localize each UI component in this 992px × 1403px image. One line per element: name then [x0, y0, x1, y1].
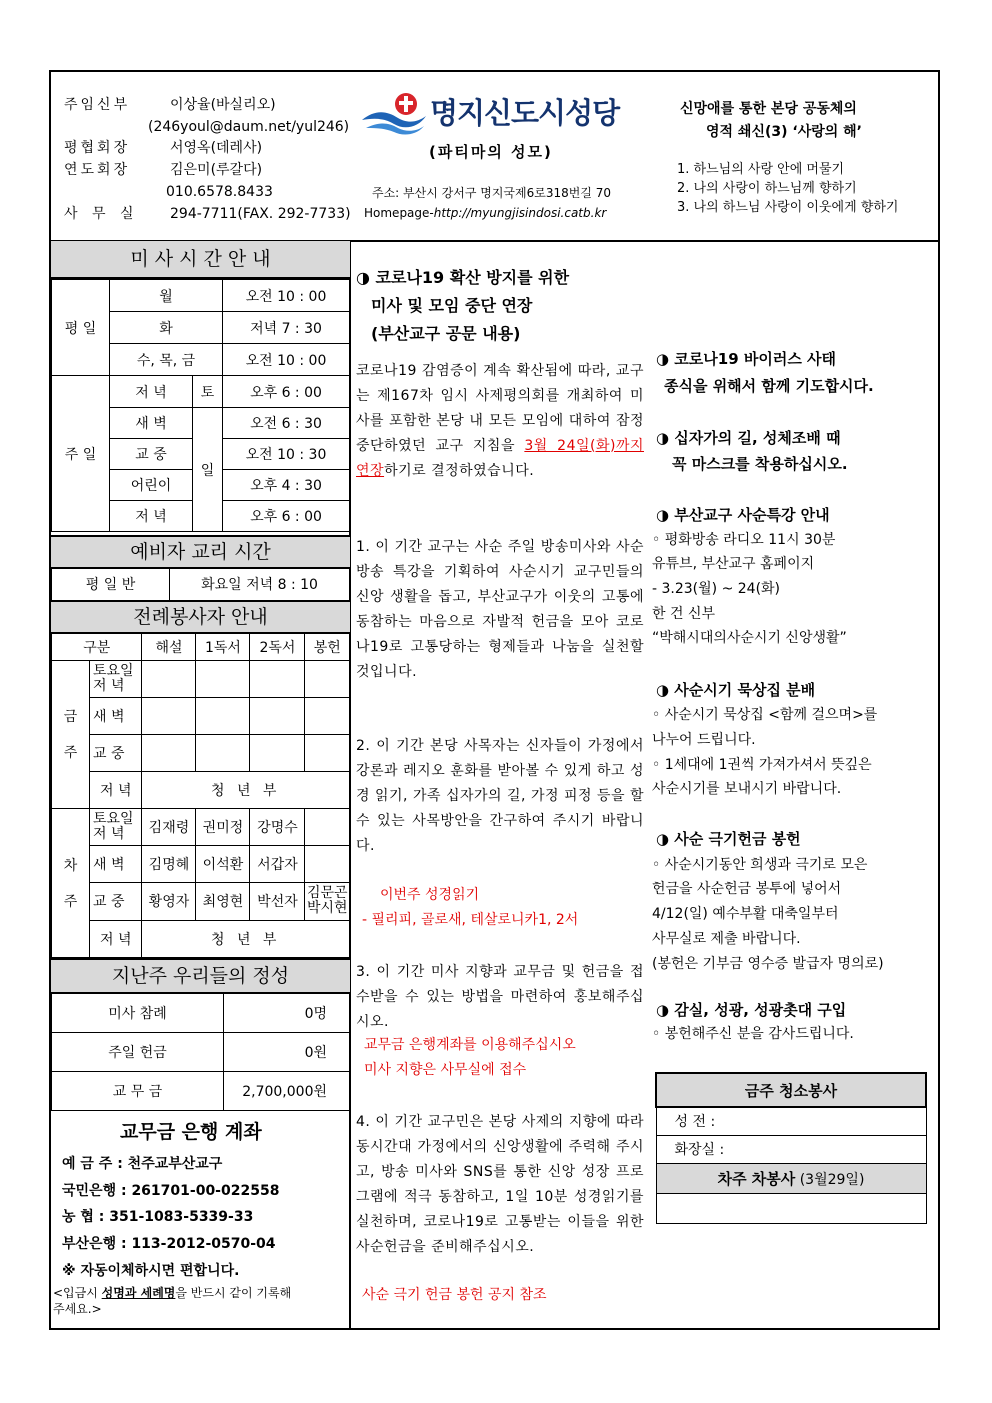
server-mass: 토요일 저 녁	[90, 660, 142, 697]
server-mass: 저 녁	[90, 771, 142, 808]
sunday-mass-name: 저 녁	[110, 376, 193, 408]
catechumen-class: 평 일 반	[52, 569, 170, 600]
right-c-line: - 3.23(월) ~ 24(화)	[652, 581, 781, 597]
right-c-line: 한 건 신부	[652, 606, 715, 622]
right-e-line: ◦ 사순시기동안 희생과 극기로 모은	[652, 857, 868, 873]
homepage-line	[364, 204, 606, 222]
offering-label: 교 무 금	[52, 1071, 224, 1110]
right-d-line: 나누어 드립니다.	[652, 732, 756, 748]
sunday-mass-time: 오후 6 : 00	[223, 376, 350, 408]
sunday-label: 주 일	[52, 376, 110, 532]
right-f-title: ◑ 감실, 성광, 성광촛대 구입	[656, 1001, 847, 1019]
server-group: 청 년 부	[142, 920, 350, 957]
cleaning-table	[655, 1072, 927, 1224]
bank-line: 국민은행 : 261701-00-022558	[62, 1183, 280, 1199]
notice-p3-red2: 미사 지향은 사무실에 접수	[364, 1062, 527, 1078]
church-logo	[360, 92, 428, 136]
weekday-time: 오전 10 : 00	[223, 280, 350, 312]
right-a2: 종식을 위해서 함께 기도합시다.	[664, 377, 874, 395]
notice-title-3: (부산교구 공문 내용)	[371, 324, 521, 343]
server-cell: 김문곤 박시현	[305, 882, 350, 920]
server-cell: 김명혜	[142, 845, 196, 882]
church-logo-icon	[360, 92, 428, 136]
offering-label: 주일 헌금	[52, 1032, 224, 1071]
server-cell	[196, 660, 250, 697]
servers-col-header: 해설	[142, 634, 196, 660]
sunday-mass-time: 오전 10 : 30	[223, 439, 350, 470]
server-mass: 새 벽	[90, 697, 142, 734]
sunday-mass-time: 오후 4 : 30	[223, 470, 350, 501]
bank-note-line2: 주세요.>	[53, 1302, 102, 1316]
sunday-day-label: 일	[193, 408, 223, 532]
weekday-time: 저녁 7 : 30	[223, 312, 350, 344]
theme-item-2: 2. 나의 사랑이 하느님께 향하기	[677, 181, 857, 196]
notice-p3: 3. 이 기간 미사 지향과 교무금 및 헌금을 접수받을 수 있는 방법을 마련하여 홍보해주십시오.	[356, 964, 644, 1030]
prayer-label: 연도회장	[64, 162, 131, 178]
right-f-line: ◦ 봉헌해주신 분을 감사드립니다.	[652, 1026, 854, 1042]
right-e-title: ◑ 사순 극기헌금 봉헌	[656, 830, 801, 848]
offering-value: 0원	[224, 1032, 350, 1071]
council-name: 서영옥(데레사)	[170, 140, 263, 156]
right-e-line: 사무실로 제출 바랍니다.	[652, 931, 801, 947]
servers-table	[51, 634, 350, 958]
offering-value: 0명	[224, 994, 350, 1032]
theme-item-1: 1. 하느님의 사랑 안에 머물기	[677, 162, 845, 177]
prayer-name: 김은미(루갈다)	[170, 162, 263, 178]
next-volunteer-date: (3월29일)	[799, 1171, 865, 1188]
theme-title-2: 영적 쇄신(3) ‘사랑의 해’	[706, 124, 862, 140]
right-e-line: 4/12(일) 예수부활 대축일부터	[652, 906, 839, 922]
server-cell: 강명수	[250, 808, 305, 845]
notice-title-1: ◑ 코로나19 확산 방지를 위한	[356, 268, 570, 287]
notice-p3-red1: 교무금 은행계좌를 이용해주십시오	[364, 1037, 576, 1053]
right-d-line: ◦ 사순시기 묵상집 <함께 걸으며>를	[652, 707, 878, 723]
office-phone: 294-7711(FAX. 292-7733)	[170, 206, 351, 222]
offering-label: 미사 참례	[52, 994, 224, 1032]
right-e-line: 헌금을 사순헌금 봉투에 넣어서	[652, 881, 842, 897]
server-cell	[250, 734, 305, 771]
mass-schedule-title: 미 사 시 간 안 내	[51, 241, 350, 279]
right-c-title: ◑ 부산교구 사순특강 안내	[656, 506, 830, 524]
server-cell: 권미정	[196, 808, 250, 845]
server-cell	[196, 697, 250, 734]
server-cell: 최영현	[196, 882, 250, 920]
right-d-line: ◦ 1세대에 1권씩 가져가셔서 뜻깊은	[652, 757, 872, 773]
server-cell: 박선자	[250, 882, 305, 920]
right-c-line: 유튜브, 부산교구 홈페이지	[652, 556, 815, 572]
pastor-email: (246youl@daum.net/yul246)	[148, 119, 350, 135]
notice-intro	[356, 359, 644, 484]
cleaning-row: 성 전 :	[656, 1107, 926, 1135]
sunday-mass-name: 저 녁	[110, 501, 193, 532]
server-cell	[196, 734, 250, 771]
server-mass: 저 녁	[90, 920, 142, 957]
server-mass: 토요일 저 녁	[90, 808, 142, 845]
church-name: 명지신도시성당	[430, 96, 620, 130]
bank-title: 교무금 은행 계좌	[120, 1121, 262, 1143]
bank-note	[53, 1285, 291, 1301]
server-cell	[305, 734, 350, 771]
bank-line: 예 금 주 : 천주교부산교구	[62, 1156, 223, 1172]
sunday-mass-name: 어린이	[110, 470, 193, 501]
right-b2: 꼭 마스크를 착용하십시오.	[672, 455, 848, 473]
right-b1: ◑ 십자가의 길, 성체조배 때	[656, 429, 841, 447]
weekday-day: 수, 목, 금	[110, 344, 223, 376]
server-mass: 새 벽	[90, 845, 142, 882]
sunday-mass-name: 교 중	[110, 439, 193, 470]
church-patron: (파티마의 성모)	[429, 143, 553, 161]
server-cell	[142, 697, 196, 734]
notice-intro-post: 하기로 결정하였습니다.	[384, 462, 535, 479]
weekday-day: 월	[110, 280, 223, 312]
cleaning-row: 화장실 :	[656, 1135, 926, 1163]
bank-note-bold: 성명과 세례명	[101, 1286, 176, 1300]
saturday-label: 토	[193, 376, 223, 408]
sunday-mass-time: 오후 6 : 00	[223, 501, 350, 532]
cleaning-title: 금주 청소봉사	[656, 1073, 926, 1107]
bank-line: 부산은행 : 113-2012-0570-04	[62, 1236, 276, 1252]
server-cell	[305, 808, 350, 845]
this-week-label: 금 주	[52, 660, 90, 808]
next-week-label: 차 주	[52, 808, 90, 957]
server-cell: 황영자	[142, 882, 196, 920]
mass-schedule-table	[51, 279, 350, 532]
server-cell	[305, 845, 350, 882]
next-volunteer-value	[656, 1193, 926, 1223]
servers-col-header: 1독서	[196, 634, 250, 660]
notice-p2-red2: - 필리피, 골로새, 테살로니카1, 2서	[362, 912, 579, 928]
servers-col-header: 2독서	[250, 634, 305, 660]
bank-note-pre: <입금시	[53, 1286, 102, 1300]
right-c-line: ◦ 평화방송 라디오 11시 30분	[652, 532, 836, 548]
right-c-line: “박해시대의사순시기 신앙생활”	[652, 630, 847, 646]
theme-item-3: 3. 나의 하느님 사랑이 이웃에게 향하기	[677, 200, 899, 215]
prayer-phone: 010.6578.8433	[166, 184, 273, 200]
pastor-label: 주임신부	[64, 97, 131, 113]
server-group: 청 년 부	[142, 771, 350, 808]
homepage-label: Homepage-	[364, 206, 434, 220]
bank-note-post: 을 반드시 같이 기록해	[175, 1286, 292, 1300]
servers-col-header: 구분	[52, 634, 142, 660]
offering-title: 지난주 우리들의 정성	[51, 958, 350, 994]
theme-title-1: 신망애를 통한 본당 공동체의	[680, 101, 857, 117]
offering-value: 2,700,000원	[224, 1071, 350, 1110]
weekday-day: 화	[110, 312, 223, 344]
right-a1: ◑ 코로나19 바이러스 사태	[656, 350, 837, 368]
server-cell	[250, 660, 305, 697]
servers-title: 전례봉사자 안내	[51, 600, 350, 634]
council-label: 평협회장	[64, 140, 131, 156]
notice-title-2: 미사 및 모임 중단 연장	[371, 296, 533, 315]
server-cell	[305, 697, 350, 734]
server-cell: 김재령	[142, 808, 196, 845]
server-cell: 서갑자	[250, 845, 305, 882]
notice-p1: 1. 이 기간 교구는 사순 주일 방송미사와 사순 방송 특강을 기획하여 사순시기 교구민들의 신앙 생활을 돕고, 부산교구가 이웃의 고통에 동참하는 마음으로 자발적 헌금을 모아 코로나19로 고통당하는 형제들과 나눔을 실천할 것입니다.	[356, 539, 644, 680]
notice-intro-highlight: 3월 24일(화)까지 연장	[356, 437, 644, 479]
catechumen-time: 화요일 저녁 8 : 10	[170, 569, 350, 600]
right-d-line: 사순시기를 보내시기 바랍니다.	[652, 781, 842, 797]
server-mass: 교 중	[90, 882, 142, 920]
right-d-title: ◑ 사순시기 묵상집 분배	[656, 681, 816, 699]
notice-p2: 2. 이 기간 본당 사목자는 신자들이 가정에서 강론과 레지오 훈화를 받아볼 수 있게 하고 성경 읽기, 가족 십자가의 길, 가정 피정 등을 할 수 있는 사목방안을 간구하여 주시기 바랍니다.	[356, 738, 644, 854]
sunday-mass-time: 오전 6 : 30	[223, 408, 350, 439]
pastor-name: 이상율(바실리오)	[170, 97, 276, 113]
notice-p2-red1: 이번주 성경읽기	[380, 887, 480, 903]
server-cell: 이석환	[196, 845, 250, 882]
next-volunteer-title: 차주 차봉사	[717, 1169, 796, 1188]
church-address: 주소: 부산시 강서구 명지국제6로318번길 70	[372, 186, 611, 200]
next-volunteer-header	[656, 1163, 926, 1193]
weekday-time: 오전 10 : 00	[223, 344, 350, 376]
bank-line: ※ 자동이체하시면 편합니다.	[62, 1263, 240, 1279]
server-cell	[142, 660, 196, 697]
offering-table	[51, 994, 350, 1111]
notice-p4: 4. 이 기간 교구민은 본당 사제의 지향에 따라 동시간대 가정에서의 신앙생활에 주력해 주시고, 방송 미사와 SNS를 통한 신앙 성장 프로그램에 적극 동참하고, 1일 10분 성경읽기를 실천하며, 코로나19로 고통받는 이들을 위한 사순헌금을 준비해주십시오.	[356, 1114, 644, 1255]
server-cell	[142, 734, 196, 771]
homepage-link[interactable]: http://myungjisindosi.catb.kr	[433, 206, 607, 220]
right-e-line: (봉헌은 기부금 영수증 발급자 명의로)	[652, 956, 884, 972]
office-label: 사 무 실	[64, 206, 139, 222]
sunday-mass-name: 새 벽	[110, 408, 193, 439]
catechumen-title: 예비자 교리 시간	[51, 535, 350, 569]
weekday-label: 평 일	[52, 280, 110, 376]
servers-col-header: 봉헌	[305, 634, 350, 660]
notice-intro-pre: 코로나19 감염증이 계속 확산됨에 따라, 교구는 제167차 임시 사제평의회를 개최하여 미사를 포함한 본당 내 모든 모임에 대하여 잠정 중단하였던 교구 지침을	[356, 363, 644, 454]
notice-p4-red: 사순 극기 헌금 봉헌 공지 참조	[362, 1287, 547, 1303]
catechumen-table	[51, 569, 350, 601]
server-mass: 교 중	[90, 734, 142, 771]
server-cell	[305, 660, 350, 697]
bank-line: 농 협 : 351-1083-5339-33	[62, 1209, 254, 1225]
server-cell	[250, 697, 305, 734]
